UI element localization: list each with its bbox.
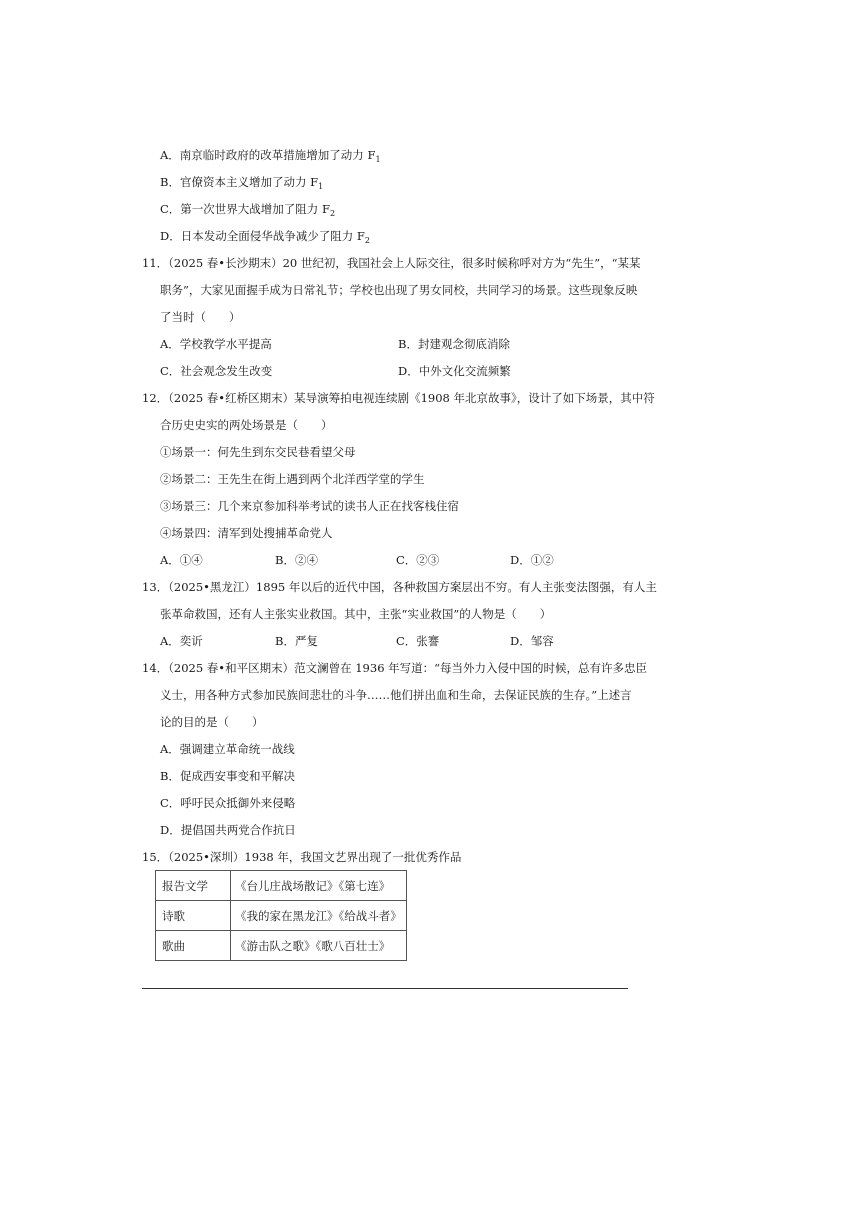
q10-option-b-text: B．官僚资本主义增加了动力 F [160, 175, 319, 189]
q14-option-b: B．促成西安事变和平解决 [160, 769, 295, 783]
table-cell-titles: 《我的家在黑龙江》《给战斗者》 [231, 901, 407, 931]
q11-option-d: D．中外文化交流频繁 [398, 364, 511, 378]
q12-option-b: B．②④ [275, 553, 318, 567]
q14-stem-line2: 义士，用各种方式参加民族间悲壮的斗争……他们拼出血和生命，去保证民族的生存。”上述言 [160, 688, 632, 702]
q15-stem-line1: 15．（2025•深圳）1938 年，我国文艺界出现了一批优秀作品 [142, 850, 462, 864]
q13-option-a: A．奕䜣 [160, 634, 203, 648]
table-cell-titles: 《台儿庄战场散记》《第七连》 [231, 871, 407, 901]
q14-option-a: A．强调建立革命统一战线 [160, 742, 295, 756]
q10-option-b [160, 174, 323, 195]
q12-stem-line2: 合历史史实的两处场景是（ ） [160, 418, 333, 432]
q10-option-d [160, 228, 370, 249]
q14-stem-line1: 14．（2025 春•和平区期末）范文澜曾在 1936 年写道：“每当外力入侵中国的时候，总有许多忠臣 [142, 661, 648, 675]
q13-option-d: D．邹容 [510, 634, 554, 648]
q11-option-a: A．学校教学水平提高 [160, 337, 272, 351]
q12-scene-4: ④场景四：清军到处搜捕革命党人 [160, 526, 333, 540]
q10-option-c [160, 201, 335, 222]
q10-option-c-text: C．第一次世界大战增加了阻力 F [160, 202, 330, 216]
q10-option-c-subscript: 2 [329, 209, 336, 218]
q11-option-c: C．社会观念发生改变 [160, 364, 273, 378]
q10-option-a-subscript: 1 [375, 155, 381, 164]
page-footer-divider [142, 988, 628, 989]
q14-option-d: D．提倡国共两党合作抗日 [160, 823, 296, 837]
q13-stem-line1: 13．（2025•黑龙江）1895 年以后的近代中国，各种救国方案层出不穷。有人主张变法图强，有人主 [142, 580, 657, 594]
q10-option-d-subscript: 2 [364, 236, 370, 245]
q12-scene-2: ②场景二：王先生在街上遇到两个北洋西学堂的学生 [160, 472, 425, 486]
q11-option-b: B．封建观念彻底消除 [398, 337, 510, 351]
q12-scene-1: ①场景一：何先生到东交民巷看望父母 [160, 445, 356, 459]
q13-option-c: C．张謇 [396, 634, 440, 648]
q12-scene-3: ③场景三：几个来京参加科举考试的读书人正在找客栈住宿 [160, 499, 459, 513]
q11-stem-line3: 了当时（ ） [160, 310, 241, 324]
q12-option-a: A．①④ [160, 553, 203, 567]
q15-works-table [155, 870, 407, 961]
q13-option-b: B．严复 [275, 634, 318, 648]
q12-stem-line1: 12．（2025 春•红桥区期末）某导演筹拍电视连续剧《1908 年北京故事》，设计了如下场景，其中符 [142, 391, 655, 405]
q14-option-c: C．呼吁民众抵御外来侵略 [160, 796, 296, 810]
table-row [156, 871, 407, 901]
q10-option-b-subscript: 1 [318, 182, 324, 191]
q10-option-a [160, 147, 381, 168]
q14-stem-line3: 论的目的是（ ） [160, 715, 264, 729]
q11-stem-line1: 11．（2025 春•长沙期末）20 世纪初，我国社会上人际交往，很多时候称呼对方为“先生”，“某某 [142, 256, 641, 270]
table-cell-genre: 歌曲 [156, 931, 231, 961]
table-cell-titles: 《游击队之歌》《歌八百壮士》 [231, 931, 407, 961]
q10-option-a-text: A．南京临时政府的改革措施增加了动力 F [160, 148, 376, 162]
table-row [156, 901, 407, 931]
q12-option-c: C．②③ [396, 553, 440, 567]
q10-option-d-text: D．日本发动全面侵华战争减少了阻力 F [160, 229, 365, 243]
q12-option-d: D．①② [510, 553, 554, 567]
table-cell-genre: 报告文学 [156, 871, 231, 901]
table-row [156, 931, 407, 961]
q13-stem-line2: 张革命救国，还有人主张实业救国。其中，主张“实业救国”的人物是（ ） [160, 607, 552, 621]
q11-stem-line2: 职务”，大家见面握手成为日常礼节；学校也出现了男女同校，共同学习的场景。这些现象反映 [160, 283, 638, 297]
table-cell-genre: 诗歌 [156, 901, 231, 931]
